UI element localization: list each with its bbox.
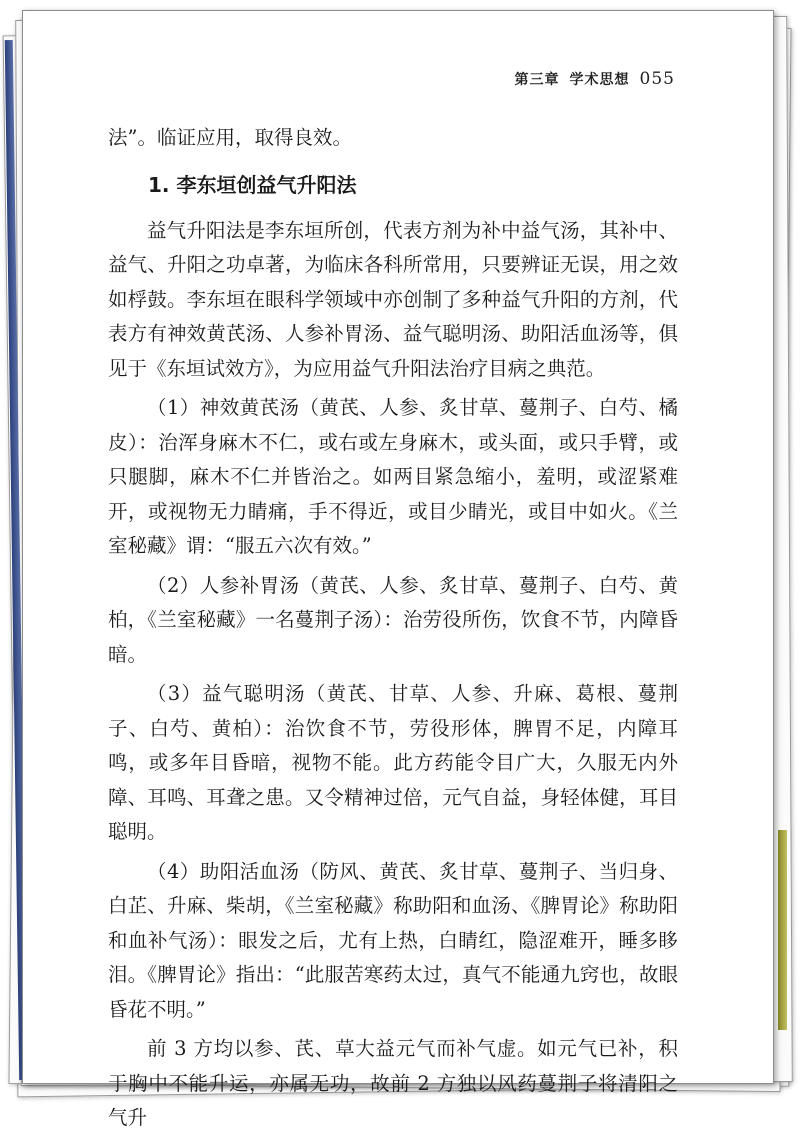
paragraph-formula-2: （2）人参补胃汤（黄芪、人参、炙甘草、蔓荆子、白芍、黄柏，《兰室秘藏》一名蔓荆子汤）：治劳役所伤，饮食不节，内障昏暗。 bbox=[108, 573, 678, 666]
section-heading: 1. 李东垣创益气升阳法 bbox=[148, 172, 357, 197]
running-header bbox=[515, 69, 675, 89]
paragraph-formula-1: （1）神效黄芪汤（黄芪、人参、炙甘草、蔓荆子、白芍、橘皮）：治浑身麻木不仁，或右或左身麻木，或头面，或只手臂，或只腿脚，麻木不仁并皆治之。如两目紧急缩小，羞明，或涩紧难开，或视物无力睛痛，手不得近，或目少睛光，或目中如火。《兰室秘藏》谓：“服五六次有效。” bbox=[108, 396, 678, 557]
page-number: 055 bbox=[639, 69, 675, 89]
paragraph-intro: 益气升阳法是李东垣所创，代表方剂为补中益气汤，其补中、益气、升阳之功卓著，为临床各科所常用，只要辨证无误，用之效如桴鼓。李东垣在眼科学领域中亦创制了多种益气升阳的方剂，代表方有神效黄芪汤、人参补胃汤、益气聪明汤、助阳活血汤等，俱见于《东垣试效方》，为应用益气升阳法治疗目病之典范。 bbox=[108, 218, 678, 380]
book-edge-olive bbox=[778, 830, 787, 1030]
paragraph-formula-4: （4）助阳活血汤（防风、黄芪、炙甘草、蔓荆子、当归身、白芷、升麻、柴胡，《兰室秘藏》称助阳和血汤、《脾胃论》称助阳和血补气汤）：眼发之后，尤有上热，白睛红，隐涩难开，睡多眵泪。《脾胃论》指出：“此服苦寒药太过，真气不能通九窍也，故眼昏花不明。” bbox=[108, 859, 678, 1021]
page-body bbox=[108, 121, 678, 1141]
paragraph-summary: 前 3 方均以参、芪、草大益元气而补气虚。如元气已补，积于胸中不能升运，亦属无功，故前 2 方独以风药蔓荆子将清阳之气升 bbox=[108, 1037, 678, 1129]
chapter-title: 学术思想 bbox=[569, 72, 630, 88]
chapter-label: 第三章 bbox=[514, 72, 560, 88]
lead-line: 法”。临证应用，取得良效。 bbox=[108, 126, 352, 149]
paragraph-formula-3: （3）益气聪明汤（黄芪、甘草、人参、升麻、葛根、蔓荆子、白芍、黄柏）：治饮食不节，劳役形体，脾胃不足，内障耳鸣，或多年目昏暗，视物不能。此方药能令目广大，久服无内外障、耳鸣、耳聋之患。又令精神过倍，元气自益，身轻体健，耳目聪明。 bbox=[108, 682, 678, 843]
